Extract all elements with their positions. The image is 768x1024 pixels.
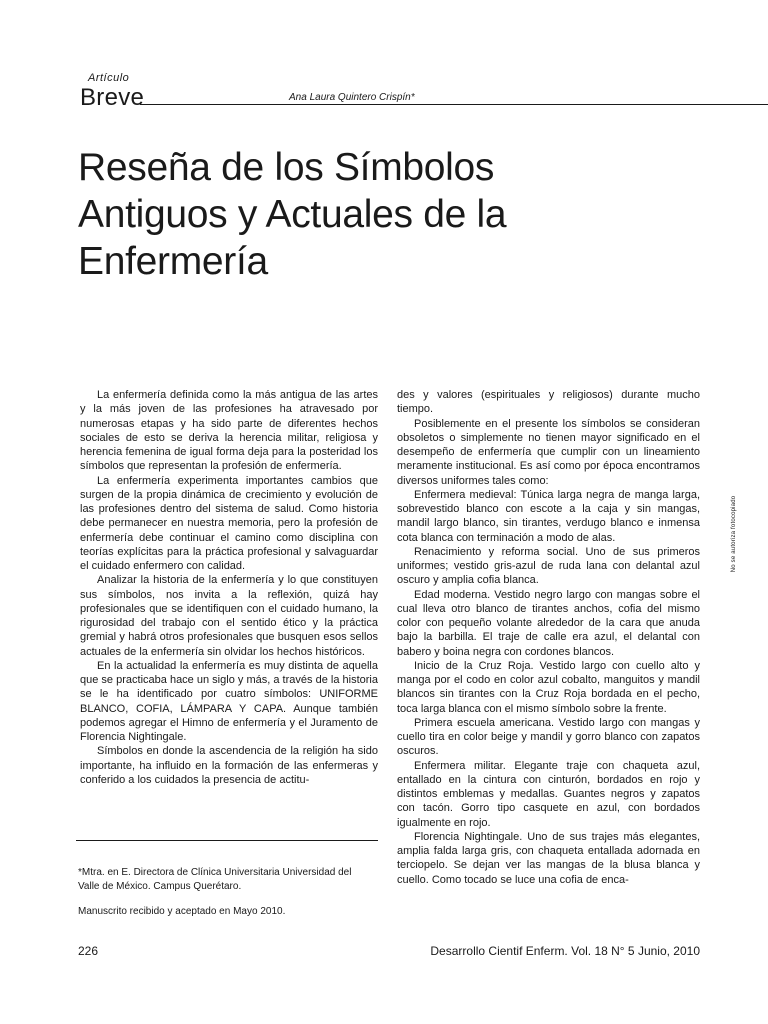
article-title xyxy=(78,144,698,286)
body-paragraph: Florencia Nightingale. Uno de sus trajes más elegantes, amplia falda larga gris, con chaqueta entallada adornada en terciopelo. Se dejan ver las mangas de la blusa blanca y cuello. Como tocado se luce una cofia de enca- xyxy=(397,830,700,886)
body-paragraph: La enfermería experimenta importantes cambios que surgen de la propia dinámica de crecimiento y evolución de las profesiones dentro del sistema de salud. Como historia debe permanecer en nuestra memoria, pero la profesión de enfermería debe continuar el camino como disciplina con teorías explícitas para la práctica profesional y salvaguardar el cuidado enfermero con calidad. xyxy=(80,474,378,572)
section-sublabel: Breve xyxy=(80,84,145,111)
body-paragraph: Símbolos en donde la ascendencia de la religión ha sido importante, ha influido en la formación de las enfermeras y conferido a los cuidados la presencia de actitu- xyxy=(80,745,378,786)
journal-citation: Desarrollo Cientif Enferm. Vol. 18 N° 5 Junio, 2010 xyxy=(430,944,700,958)
body-paragraph: La enfermería definida como la más antigua de las artes y la más joven de las profesiones ha atravesado por numerosas etapas y ha sido parte de diferentes hechos sociales de esto se deriva la herencia militar, religiosa y herencia femenina de igual forma deja para la posteridad los símbolos que representan la profesión de enfermería. xyxy=(80,389,378,473)
body-paragraph: Posiblemente en el presente los símbolos se consideran obsoletos o simplemente no tienen mayor significado en el desempeño de enfermería que cumplir con un lineamiento meramente institucional. Es así como por época encontramos diversos uniformes tales como: xyxy=(397,417,700,487)
title-line: Reseña de los Símbolos xyxy=(78,146,495,189)
body-paragraph: Edad moderna. Vestido negro largo con mangas sobre el cual lleva otro blanco de tirantes anchos, cofia del mismo color con pequeño volante alrededor de la cara que anuda bajo la barbilla. El traje de calle era azul, el delantal con babero y boina negra con cordones blancos. xyxy=(397,588,700,658)
body-paragraph: Enfermera medieval: Túnica larga negra de manga larga, sobrevestido blanco con escote a la caja y sin mangas, mandil largo blanco, sin tirantes, verdugo blanco e inmensa cota blanca con terminación a modo de alas. xyxy=(397,488,700,544)
author-affiliation: *Mtra. en E. Directora de Clínica Universitaria Universidad del Valle de México. Campus Querétaro. xyxy=(78,867,352,892)
page-number: 226 xyxy=(78,944,99,958)
author-name: Ana Laura Quintero Crispín* xyxy=(289,92,415,103)
title-line: Antiguos y Actuales de la xyxy=(78,193,507,237)
copyright-side-note: No se autoriza fotocopiado xyxy=(731,495,737,573)
footnote-rule xyxy=(76,840,378,841)
received-note: Manuscrito recibido y aceptado en Mayo 2010. xyxy=(78,906,286,917)
body-paragraph: En la actualidad la enfermería es muy distinta de aquella que se practicaba hace un siglo y más, a través de la historia se le ha identificado por cuatro símbolos: UNIFORME BLANCO, COFIA, LÁMPARA Y CAPA. Aunque también podemos agregar el Himno de enfermería y el Juramento de Florencia Nightingale. xyxy=(80,659,378,743)
title-line: Enfermería xyxy=(78,240,268,284)
body-paragraph: Renacimiento y reforma social. Uno de sus primeros uniformes; vestido gris-azul de ruda lana con delantal azul oscuro y amplia cofia blanca. xyxy=(397,545,700,587)
body-paragraph: Analizar la historia de la enfermería y lo que constituyen sus símbolos, nos invita a la reflexión, quizá hay profesionales que se identifiquen con el cuidado humano, la rigurosidad del trabajo con el sentido ético y la práctica gremial y habrá otros profesionales que busquen esos sellos actuales de la enfermería sin olvidar los hechos históricos. xyxy=(80,574,378,658)
body-paragraph-continued: des y valores (espirituales y religiosos) durante mucho tiempo. xyxy=(397,389,700,416)
body-paragraph: Primera escuela americana. Vestido largo con mangas y cuello tira en color beige y mandil y gorro blanco con zapatos oscuros. xyxy=(397,716,700,758)
body-paragraph: Inicio de la Cruz Roja. Vestido largo con cuello alto y manga por el codo en color azul cobalto, manguitos y mandil blancos sin tirantes con la Cruz Roja bordada en el pecho, toca larga blanca con el mismo símbolo sobre la frente. xyxy=(397,659,700,715)
footnote xyxy=(78,866,368,919)
body-paragraph: Enfermera militar. Elegante traje con chaqueta azul, entallado en la cintura con cinturón, bordados en rojo y distintos emblemas y medallas. Guantes negros y zapatos con tacón. Gorro tipo casquete en azul, con bordados igualmente en rojo. xyxy=(397,759,700,829)
section-label: Artículo xyxy=(88,72,130,84)
left-column xyxy=(80,388,378,787)
header-rule xyxy=(140,104,768,105)
right-column xyxy=(397,388,700,887)
